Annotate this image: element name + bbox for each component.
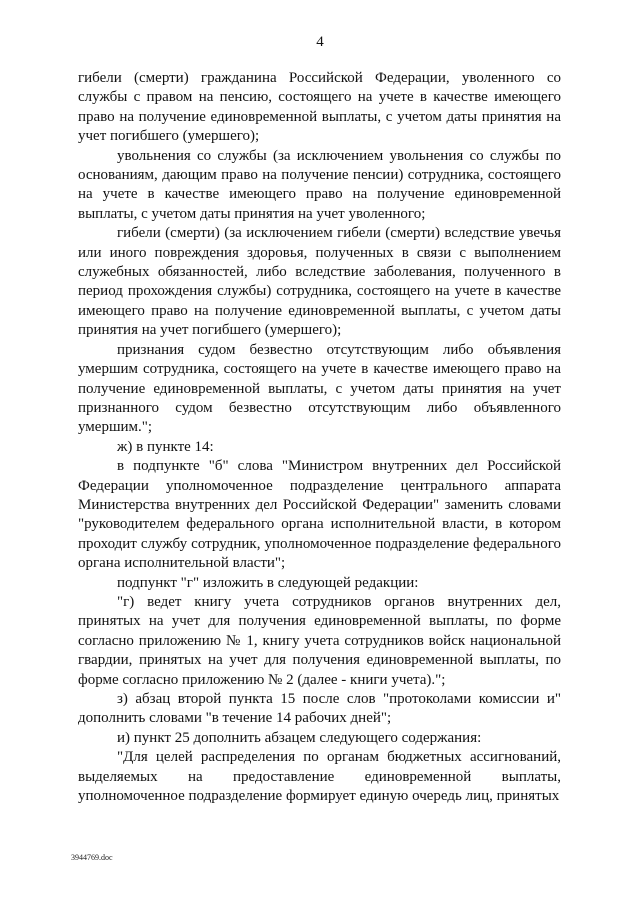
page-number: 4 <box>316 34 324 50</box>
document-body <box>78 69 561 806</box>
paragraph: з) абзац второй пункта 15 после слов "протоколами комиссии и" дополнить словами "в течение 14 рабочих дней"; <box>78 691 561 727</box>
paragraph: "г) ведет книгу учета сотрудников органов внутренних дел, принятых на учет для получения единовременной выплаты, по форме согласно приложению № 1, книгу учета сотрудников войск национальной гвардии, принятых на учет для получения единовременной выплаты, по форме согласно приложению № 2 (далее - книги учета)."; <box>78 593 561 688</box>
paragraph: подпункт "г" изложить в следующей редакции: <box>117 574 419 591</box>
paragraph: и) пункт 25 дополнить абзацем следующего содержания: <box>117 729 482 746</box>
paragraph: гибели (смерти) гражданина Российской Федерации, уволенного со службы с правом на пенсию, состоящего на учете в качестве имеющего право на получение единовременной выплаты, с учетом даты принятия на учет погибшего (умершего); <box>78 70 561 145</box>
document-file-code: 3944769.doc <box>71 853 113 862</box>
paragraph: "Для целей распределения по органам бюджетных ассигнований, выделяемых на предоставление единовременной выплаты, уполномоченное подразделение формирует единую очередь лиц, принятых <box>78 749 561 805</box>
paragraph: признания судом безвестно отсутствующим либо объявления умершим сотрудника, состоящего на учете в качестве имеющего право на получение единовременной выплаты, с учетом даты принятия на учет признанного судом безвестно отсутствующим либо объявленного умершим."; <box>78 341 561 436</box>
paragraph: в подпункте "б" слова "Министром внутренних дел Российской Федерации уполномоченное подразделение центрального аппарата Министерства внутренних дел Российской Федерации" заменить словами "руководителем федерального органа исполнительной власти, в котором проходит службу сотрудник, уполномоченное подразделение федерального органа исполнительной власти"; <box>78 458 561 572</box>
paragraph: гибели (смерти) (за исключением гибели (смерти) вследствие увечья или иного повреждения здоровья, полученных в связи с выполнением служебных обязанностей, либо вследствие заболевания, полученного в период прохождения службы) сотрудника, состоящего на учете в качестве имеющего право на получение единовременной выплаты, с учетом даты принятия на учет погибшего (умершего); <box>78 225 561 339</box>
paragraph: ж) в пункте 14: <box>117 438 214 455</box>
paragraph: увольнения со службы (за исключением увольнения со службы по основаниям, дающим право на получение пенсии) сотрудника, состоящего на учете в качестве имеющего право на получение единовременной выплаты, с учетом даты принятия на учет уволенного; <box>78 147 561 222</box>
